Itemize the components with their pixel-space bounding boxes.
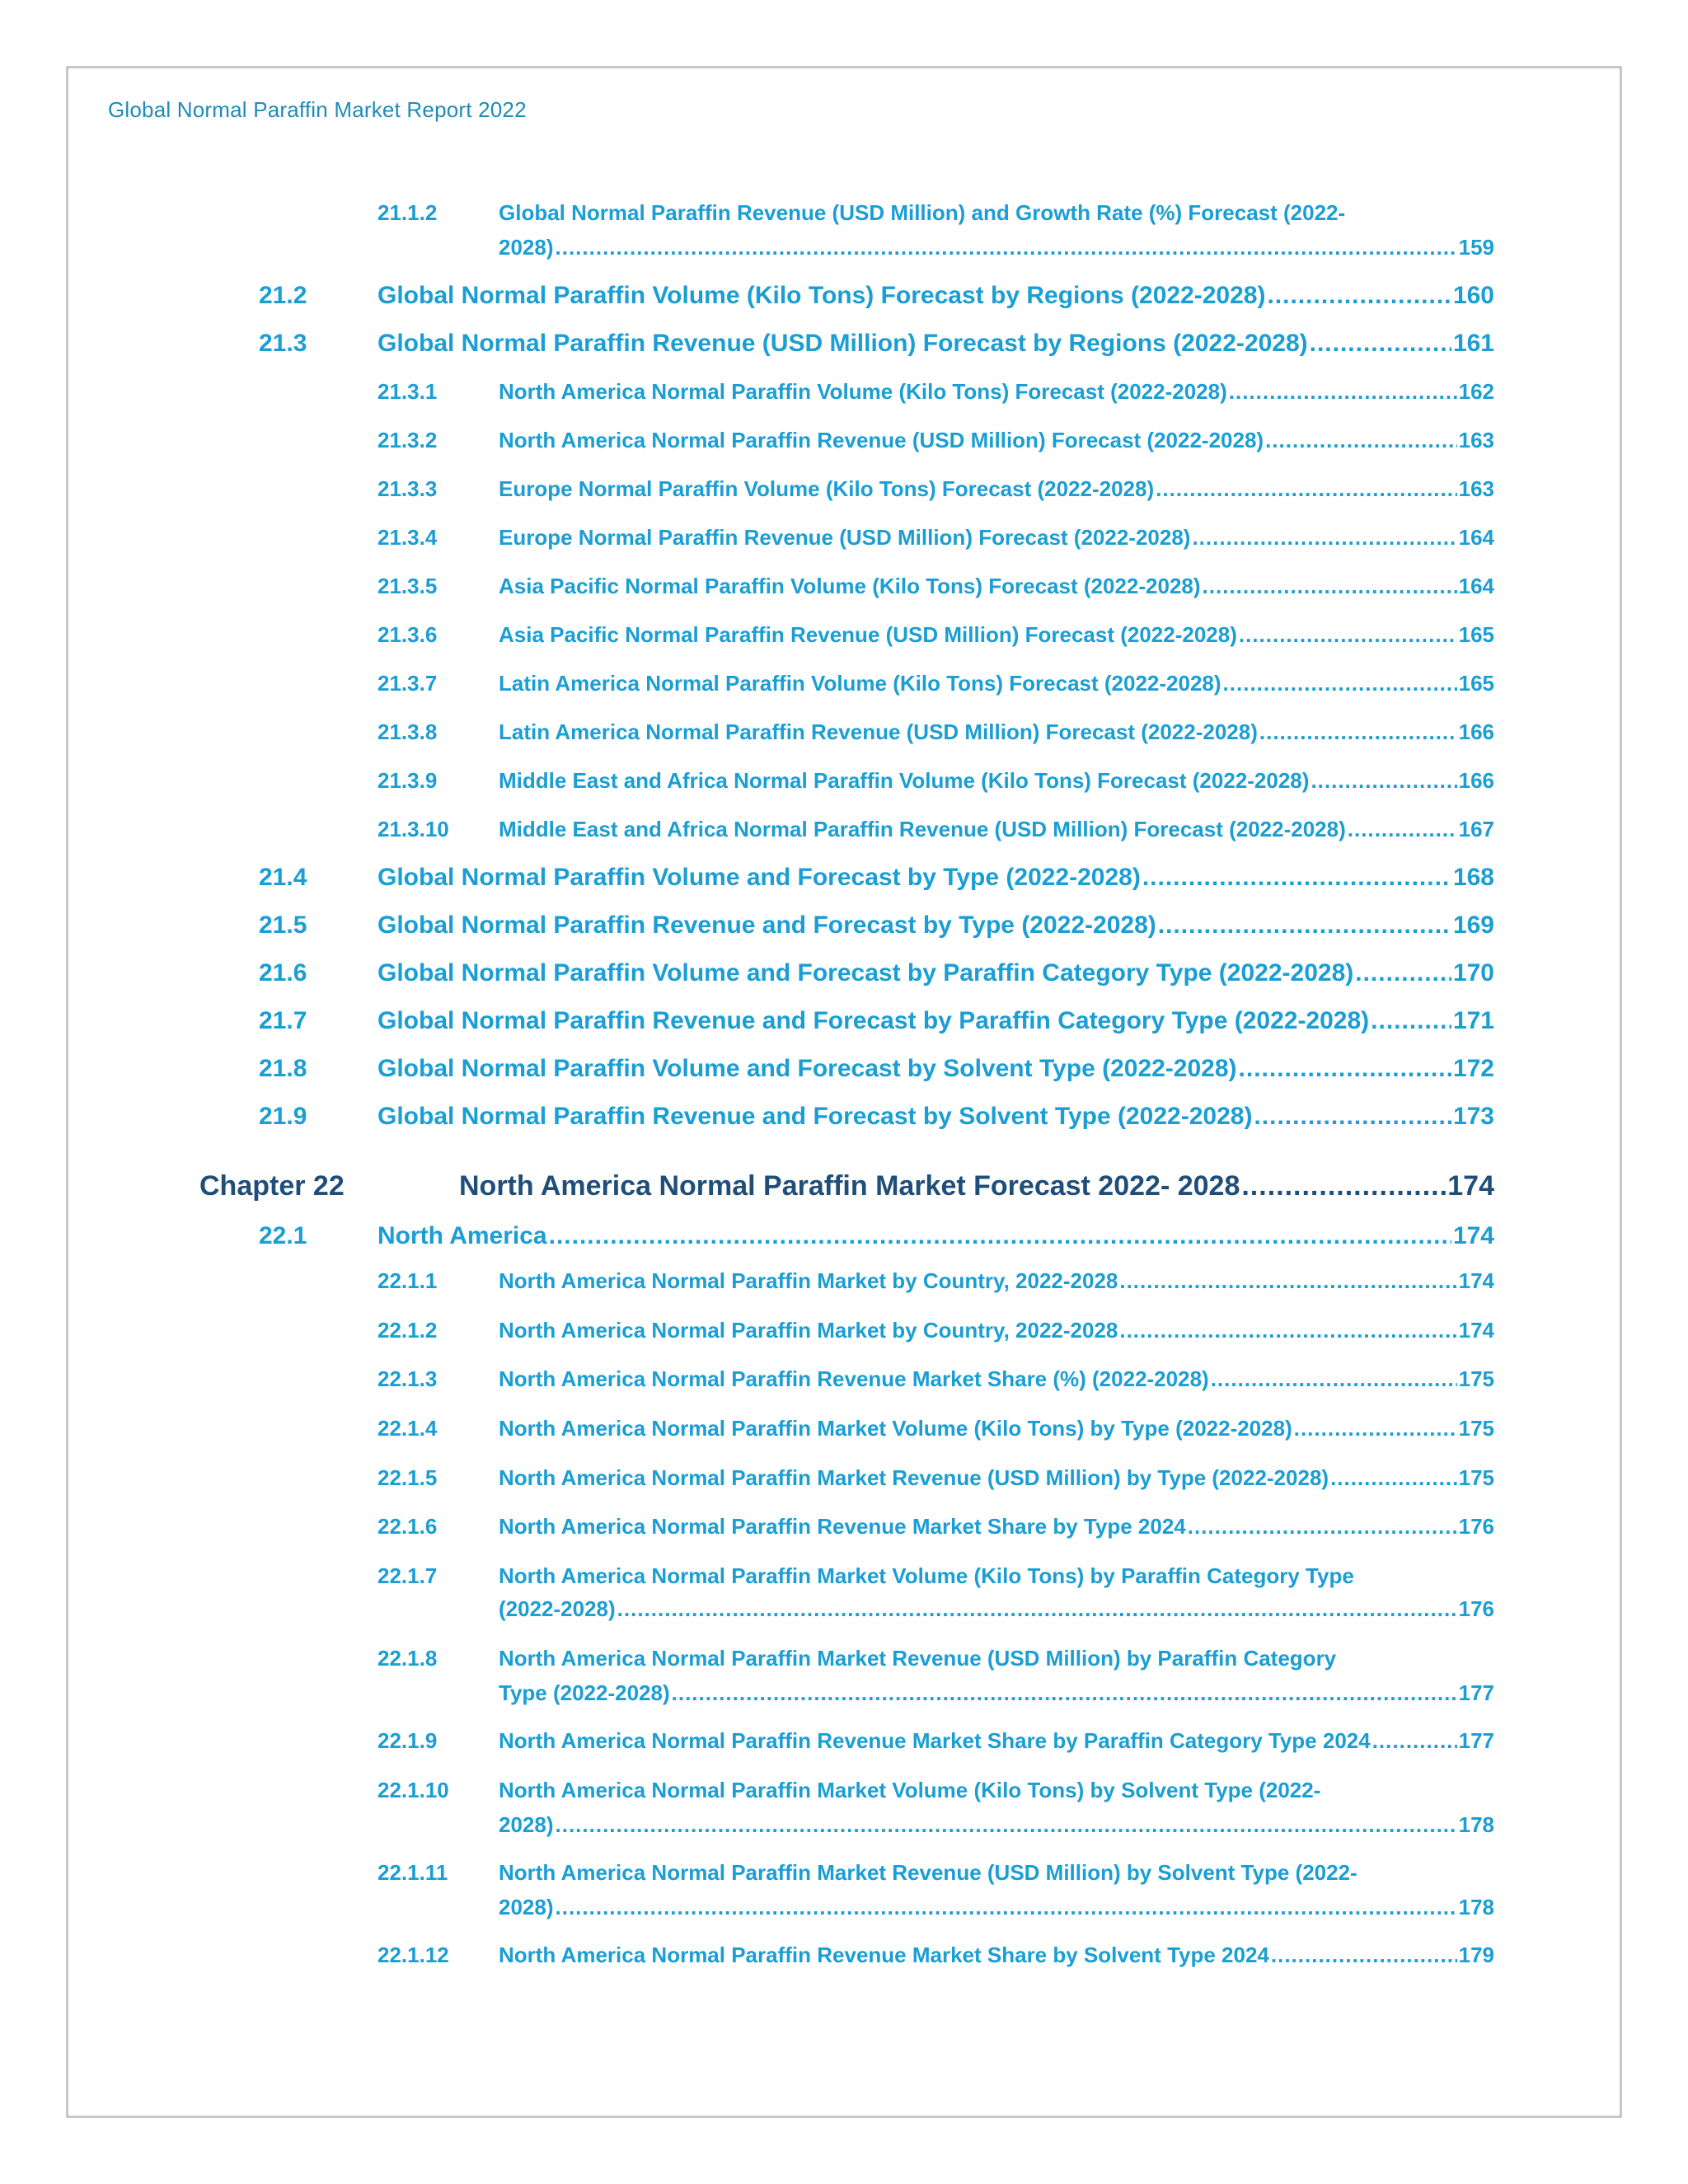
toc-entry-number: 21.3.10 xyxy=(377,817,449,841)
toc-entry-title: Asia Pacific Normal Paraffin Volume (Kilo Tons) Forecast (2022-2028) xyxy=(499,574,1201,598)
dot-leader xyxy=(1254,1103,1451,1131)
dot-leader xyxy=(1371,1007,1451,1035)
toc-entry-page: 179 xyxy=(1458,1943,1494,1967)
toc-entry-page: 174 xyxy=(1458,1268,1494,1293)
toc-entry-number: 21.3.1 xyxy=(377,379,438,404)
toc-entry-leader-row xyxy=(499,235,1494,260)
dot-leader xyxy=(1239,1055,1451,1083)
report-header-title: Global Normal Paraffin Market Report 2022 xyxy=(108,97,527,122)
toc-entry-number: 22.1.8 xyxy=(377,1646,438,1671)
toc-entry-leader-row xyxy=(377,1007,1494,1035)
toc-entry-title: Latin America Normal Paraffin Revenue (USD Million) Forecast (2022-2028) xyxy=(499,719,1258,744)
toc-entry-leader-row xyxy=(377,282,1494,310)
toc-entry-number: 21.3.6 xyxy=(377,622,438,647)
toc-entry-page: 166 xyxy=(1458,768,1494,793)
dot-leader xyxy=(549,1222,1451,1250)
dot-leader xyxy=(1372,1728,1457,1754)
toc-entry-number: 22.1.10 xyxy=(377,1778,449,1802)
toc-entry-number: 22.1.4 xyxy=(377,1416,438,1441)
dot-leader xyxy=(1158,912,1451,940)
toc-entry-page: 162 xyxy=(1458,379,1494,404)
dot-leader xyxy=(1239,622,1457,648)
toc-entry-leader-row xyxy=(377,912,1494,940)
toc-entry-title: North America xyxy=(377,1222,547,1249)
toc-entry-number: 21.6 xyxy=(259,959,307,987)
toc-entry-title: North America Normal Paraffin Market by Country, 2022-2028 xyxy=(499,1268,1118,1293)
toc-entry-leader-row xyxy=(499,1514,1494,1540)
dot-leader xyxy=(556,235,1457,260)
toc-entry-title: Type (2022-2028) xyxy=(499,1680,670,1705)
dot-leader xyxy=(1203,574,1457,599)
toc-entry-title: Middle East and Africa Normal Paraffin Revenue (USD Million) Forecast (2022-2028) xyxy=(499,817,1346,841)
toc-entry-number: 21.3.9 xyxy=(377,768,438,793)
toc-entry-page: 174 xyxy=(1458,1318,1494,1343)
toc-chapter-title: North America Normal Paraffin Market Forecast 2022- 2028 xyxy=(459,1170,1240,1202)
dot-leader xyxy=(1348,817,1457,842)
dot-leader xyxy=(672,1680,1457,1706)
dot-leader xyxy=(1192,525,1456,551)
toc-entry-number: 22.1.1 xyxy=(377,1268,438,1293)
toc-entry-number: 22.1.12 xyxy=(377,1943,449,1967)
toc-entry-leader-row xyxy=(499,525,1494,551)
toc-entry-title: North America Normal Paraffin Revenue (USD Million) Forecast (2022-2028) xyxy=(499,428,1264,452)
toc-entry-title: 2028) xyxy=(499,1895,554,1919)
toc-entry-page: 167 xyxy=(1458,817,1494,841)
dot-leader xyxy=(1119,1318,1456,1343)
dot-leader xyxy=(1267,282,1451,310)
toc-entry-page: 165 xyxy=(1458,622,1494,647)
toc-entry-page: 177 xyxy=(1458,1728,1494,1753)
toc-entry-page: 163 xyxy=(1458,428,1494,452)
toc-entry-page: 171 xyxy=(1452,1007,1494,1034)
toc-entry-number: 21.3.3 xyxy=(377,476,438,501)
toc-entry-page: 178 xyxy=(1458,1812,1494,1837)
toc-entry-number: 22.1.11 xyxy=(377,1860,448,1885)
toc-entry-number: 22.1.5 xyxy=(377,1465,438,1490)
toc-entry-number: 21.8 xyxy=(259,1055,307,1082)
toc-entry-leader-row xyxy=(499,1895,1494,1920)
toc-entry-leader-row xyxy=(499,1943,1494,1968)
toc-entry-leader-row xyxy=(499,476,1494,502)
toc-entry-page: 176 xyxy=(1458,1596,1494,1621)
toc-entry-title: Global Normal Paraffin Revenue (USD Million) Forecast by Regions (2022-2028) xyxy=(377,330,1308,357)
toc-entry-title-line1: North America Normal Paraffin Market Volume (Kilo Tons) by Paraffin Category Type xyxy=(499,1563,1354,1588)
dot-leader xyxy=(556,1812,1457,1838)
toc-entry-number: 22.1.7 xyxy=(377,1563,438,1588)
dot-leader xyxy=(1156,476,1456,502)
toc-entry-number: 21.3.7 xyxy=(377,671,438,696)
dot-leader xyxy=(1265,428,1457,453)
dot-leader xyxy=(1271,1943,1457,1968)
toc-entry-title: North America Normal Paraffin Market Volume (Kilo Tons) by Type (2022-2028) xyxy=(499,1416,1292,1441)
toc-entry-title: Global Normal Paraffin Volume and Forecast by Paraffin Category Type (2022-2028) xyxy=(377,959,1354,987)
toc-entry-leader-row xyxy=(499,428,1494,453)
toc-entry-page: 164 xyxy=(1458,525,1494,550)
toc-entry-leader-row xyxy=(499,768,1494,794)
dot-leader xyxy=(617,1596,1457,1622)
toc-entry-number: 21.3.2 xyxy=(377,428,438,452)
toc-entry-leader-row xyxy=(499,817,1494,842)
toc-entry-number: 22.1.9 xyxy=(377,1728,438,1753)
toc-entry-leader-row xyxy=(499,379,1494,405)
dot-leader xyxy=(1330,1465,1457,1491)
toc-entry-leader-row xyxy=(377,864,1494,892)
toc-entry-leader-row xyxy=(499,719,1494,745)
toc-entry-leader-row xyxy=(499,1416,1494,1441)
toc-entry-page: 174 xyxy=(1452,1222,1494,1249)
toc-entry-leader-row xyxy=(499,1728,1494,1754)
toc-entry-leader-row xyxy=(499,1465,1494,1491)
toc-entry-page: 170 xyxy=(1452,959,1494,987)
toc-entry-leader-row xyxy=(499,622,1494,648)
toc-entry-page: 173 xyxy=(1452,1103,1494,1130)
toc-entry-page: 175 xyxy=(1458,1465,1494,1490)
toc-entry-number: 22.1.3 xyxy=(377,1366,438,1391)
toc-entry-number: 21.3.5 xyxy=(377,574,438,598)
toc-entry-page: 175 xyxy=(1458,1416,1494,1441)
toc-entry-leader-row xyxy=(499,574,1494,599)
dot-leader xyxy=(1355,959,1451,987)
dot-leader xyxy=(556,1895,1457,1920)
dot-leader xyxy=(1311,768,1456,794)
toc-entry-title: Europe Normal Paraffin Revenue (USD Million) Forecast (2022-2028) xyxy=(499,525,1191,550)
dot-leader xyxy=(1211,1366,1457,1392)
toc-entry-title: North America Normal Paraffin Market Revenue (USD Million) by Type (2022-2028) xyxy=(499,1465,1329,1490)
toc-entry-leader-row xyxy=(499,1812,1494,1838)
dot-leader xyxy=(1223,671,1457,696)
toc-entry-leader-row xyxy=(377,1222,1494,1250)
toc-entry-page: 166 xyxy=(1458,719,1494,744)
toc-entry-leader-row xyxy=(499,1366,1494,1392)
toc-entry-leader-row xyxy=(459,1170,1494,1202)
toc-entry-page: 168 xyxy=(1452,864,1494,891)
toc-entry-title: Global Normal Paraffin Revenue and Forecast by Paraffin Category Type (2022-2028) xyxy=(377,1007,1370,1034)
toc-entry-title: Global Normal Paraffin Revenue and Forecast by Type (2022-2028) xyxy=(377,912,1156,939)
toc-chapter-number: Chapter 22 xyxy=(199,1170,345,1202)
toc-entry-number: 21.1.2 xyxy=(377,200,438,225)
toc-entry-title: 2028) xyxy=(499,1812,554,1837)
toc-entry-number: 21.5 xyxy=(259,912,307,939)
toc-entry-number: 21.3.8 xyxy=(377,719,438,744)
toc-entry-title: (2022-2028) xyxy=(499,1596,616,1621)
toc-entry-title: Global Normal Paraffin Volume and Forecast by Type (2022-2028) xyxy=(377,864,1141,891)
toc-entry-page: 159 xyxy=(1458,235,1494,260)
toc-entry-page: 177 xyxy=(1458,1680,1494,1705)
toc-entry-number: 21.2 xyxy=(259,282,307,309)
dot-leader xyxy=(1259,719,1457,745)
toc-entry-page: 161 xyxy=(1452,330,1494,357)
toc-entry-page: 176 xyxy=(1458,1514,1494,1539)
dot-leader xyxy=(1188,1514,1457,1540)
toc-entry-title: 2028) xyxy=(499,235,554,260)
toc-entry-page: 175 xyxy=(1458,1366,1494,1391)
toc-entry-title: North America Normal Paraffin Market by Country, 2022-2028 xyxy=(499,1318,1118,1343)
toc-entry-leader-row xyxy=(377,959,1494,987)
toc-entry-number: 21.3.4 xyxy=(377,525,438,550)
dot-leader xyxy=(1294,1416,1457,1441)
toc-entry-number: 21.9 xyxy=(259,1103,307,1130)
toc-entry-number: 22.1 xyxy=(259,1222,307,1249)
toc-entry-leader-row xyxy=(377,1103,1494,1131)
toc-entry-page: 163 xyxy=(1458,476,1494,501)
toc-entry-leader-row xyxy=(499,1596,1494,1622)
toc-entry-leader-row xyxy=(499,1268,1494,1294)
toc-entry-title-line1: North America Normal Paraffin Market Volume (Kilo Tons) by Solvent Type (2022- xyxy=(499,1778,1321,1802)
toc-entry-title: Latin America Normal Paraffin Volume (Kilo Tons) Forecast (2022-2028) xyxy=(499,671,1221,696)
toc-entry-leader-row xyxy=(499,1318,1494,1343)
toc-entry-number: 21.3 xyxy=(259,330,307,357)
toc-entry-title: Global Normal Paraffin Volume and Forecast by Solvent Type (2022-2028) xyxy=(377,1055,1237,1082)
toc-entry-page: 169 xyxy=(1452,912,1494,939)
toc-entry-title-line1: North America Normal Paraffin Market Revenue (USD Million) by Solvent Type (2022- xyxy=(499,1860,1357,1885)
toc-entry-page: 164 xyxy=(1458,574,1494,598)
dot-leader xyxy=(1229,379,1457,405)
toc-entry-title: Europe Normal Paraffin Volume (Kilo Tons) Forecast (2022-2028) xyxy=(499,476,1155,501)
toc-entry-title: Asia Pacific Normal Paraffin Revenue (USD Million) Forecast (2022-2028) xyxy=(499,622,1237,647)
toc-entry-title: Global Normal Paraffin Volume (Kilo Tons) Forecast by Regions (2022-2028) xyxy=(377,282,1266,309)
toc-entry-title: North America Normal Paraffin Revenue Market Share by Solvent Type 2024 xyxy=(499,1943,1269,1967)
toc-entry-number: 21.4 xyxy=(259,864,307,891)
toc-entry-leader-row xyxy=(377,330,1494,358)
toc-entry-title: North America Normal Paraffin Revenue Market Share by Type 2024 xyxy=(499,1514,1186,1539)
dot-leader xyxy=(1119,1268,1456,1294)
toc-entry-title: North America Normal Paraffin Revenue Market Share by Paraffin Category Type 2024 xyxy=(499,1728,1371,1753)
toc-entry-leader-row xyxy=(499,671,1494,696)
toc-entry-title-line1: North America Normal Paraffin Market Revenue (USD Million) by Paraffin Category xyxy=(499,1646,1337,1671)
dot-leader xyxy=(1241,1170,1446,1202)
dot-leader xyxy=(1310,330,1451,358)
toc-entry-leader-row xyxy=(499,1680,1494,1706)
toc-entry-number: 22.1.6 xyxy=(377,1514,438,1539)
toc-entry-title: North America Normal Paraffin Volume (Kilo Tons) Forecast (2022-2028) xyxy=(499,379,1227,404)
page-border xyxy=(66,66,1622,2118)
toc-entry-title: Global Normal Paraffin Revenue and Forecast by Solvent Type (2022-2028) xyxy=(377,1103,1253,1130)
toc-entry-page: 174 xyxy=(1447,1170,1494,1202)
toc-entry-page: 165 xyxy=(1458,671,1494,696)
toc-entry-title: North America Normal Paraffin Revenue Market Share (%) (2022-2028) xyxy=(499,1366,1209,1391)
toc-entry-leader-row xyxy=(377,1055,1494,1083)
toc-entry-number: 22.1.2 xyxy=(377,1318,438,1343)
toc-entry-number: 21.7 xyxy=(259,1007,307,1034)
toc-entry-title: Middle East and Africa Normal Paraffin Volume (Kilo Tons) Forecast (2022-2028) xyxy=(499,768,1310,793)
toc-entry-page: 178 xyxy=(1458,1895,1494,1919)
toc-entry-title-line1: Global Normal Paraffin Revenue (USD Million) and Growth Rate (%) Forecast (2022- xyxy=(499,200,1346,225)
dot-leader xyxy=(1142,864,1451,892)
toc-entry-page: 172 xyxy=(1452,1055,1494,1082)
toc-entry-page: 160 xyxy=(1452,282,1494,309)
